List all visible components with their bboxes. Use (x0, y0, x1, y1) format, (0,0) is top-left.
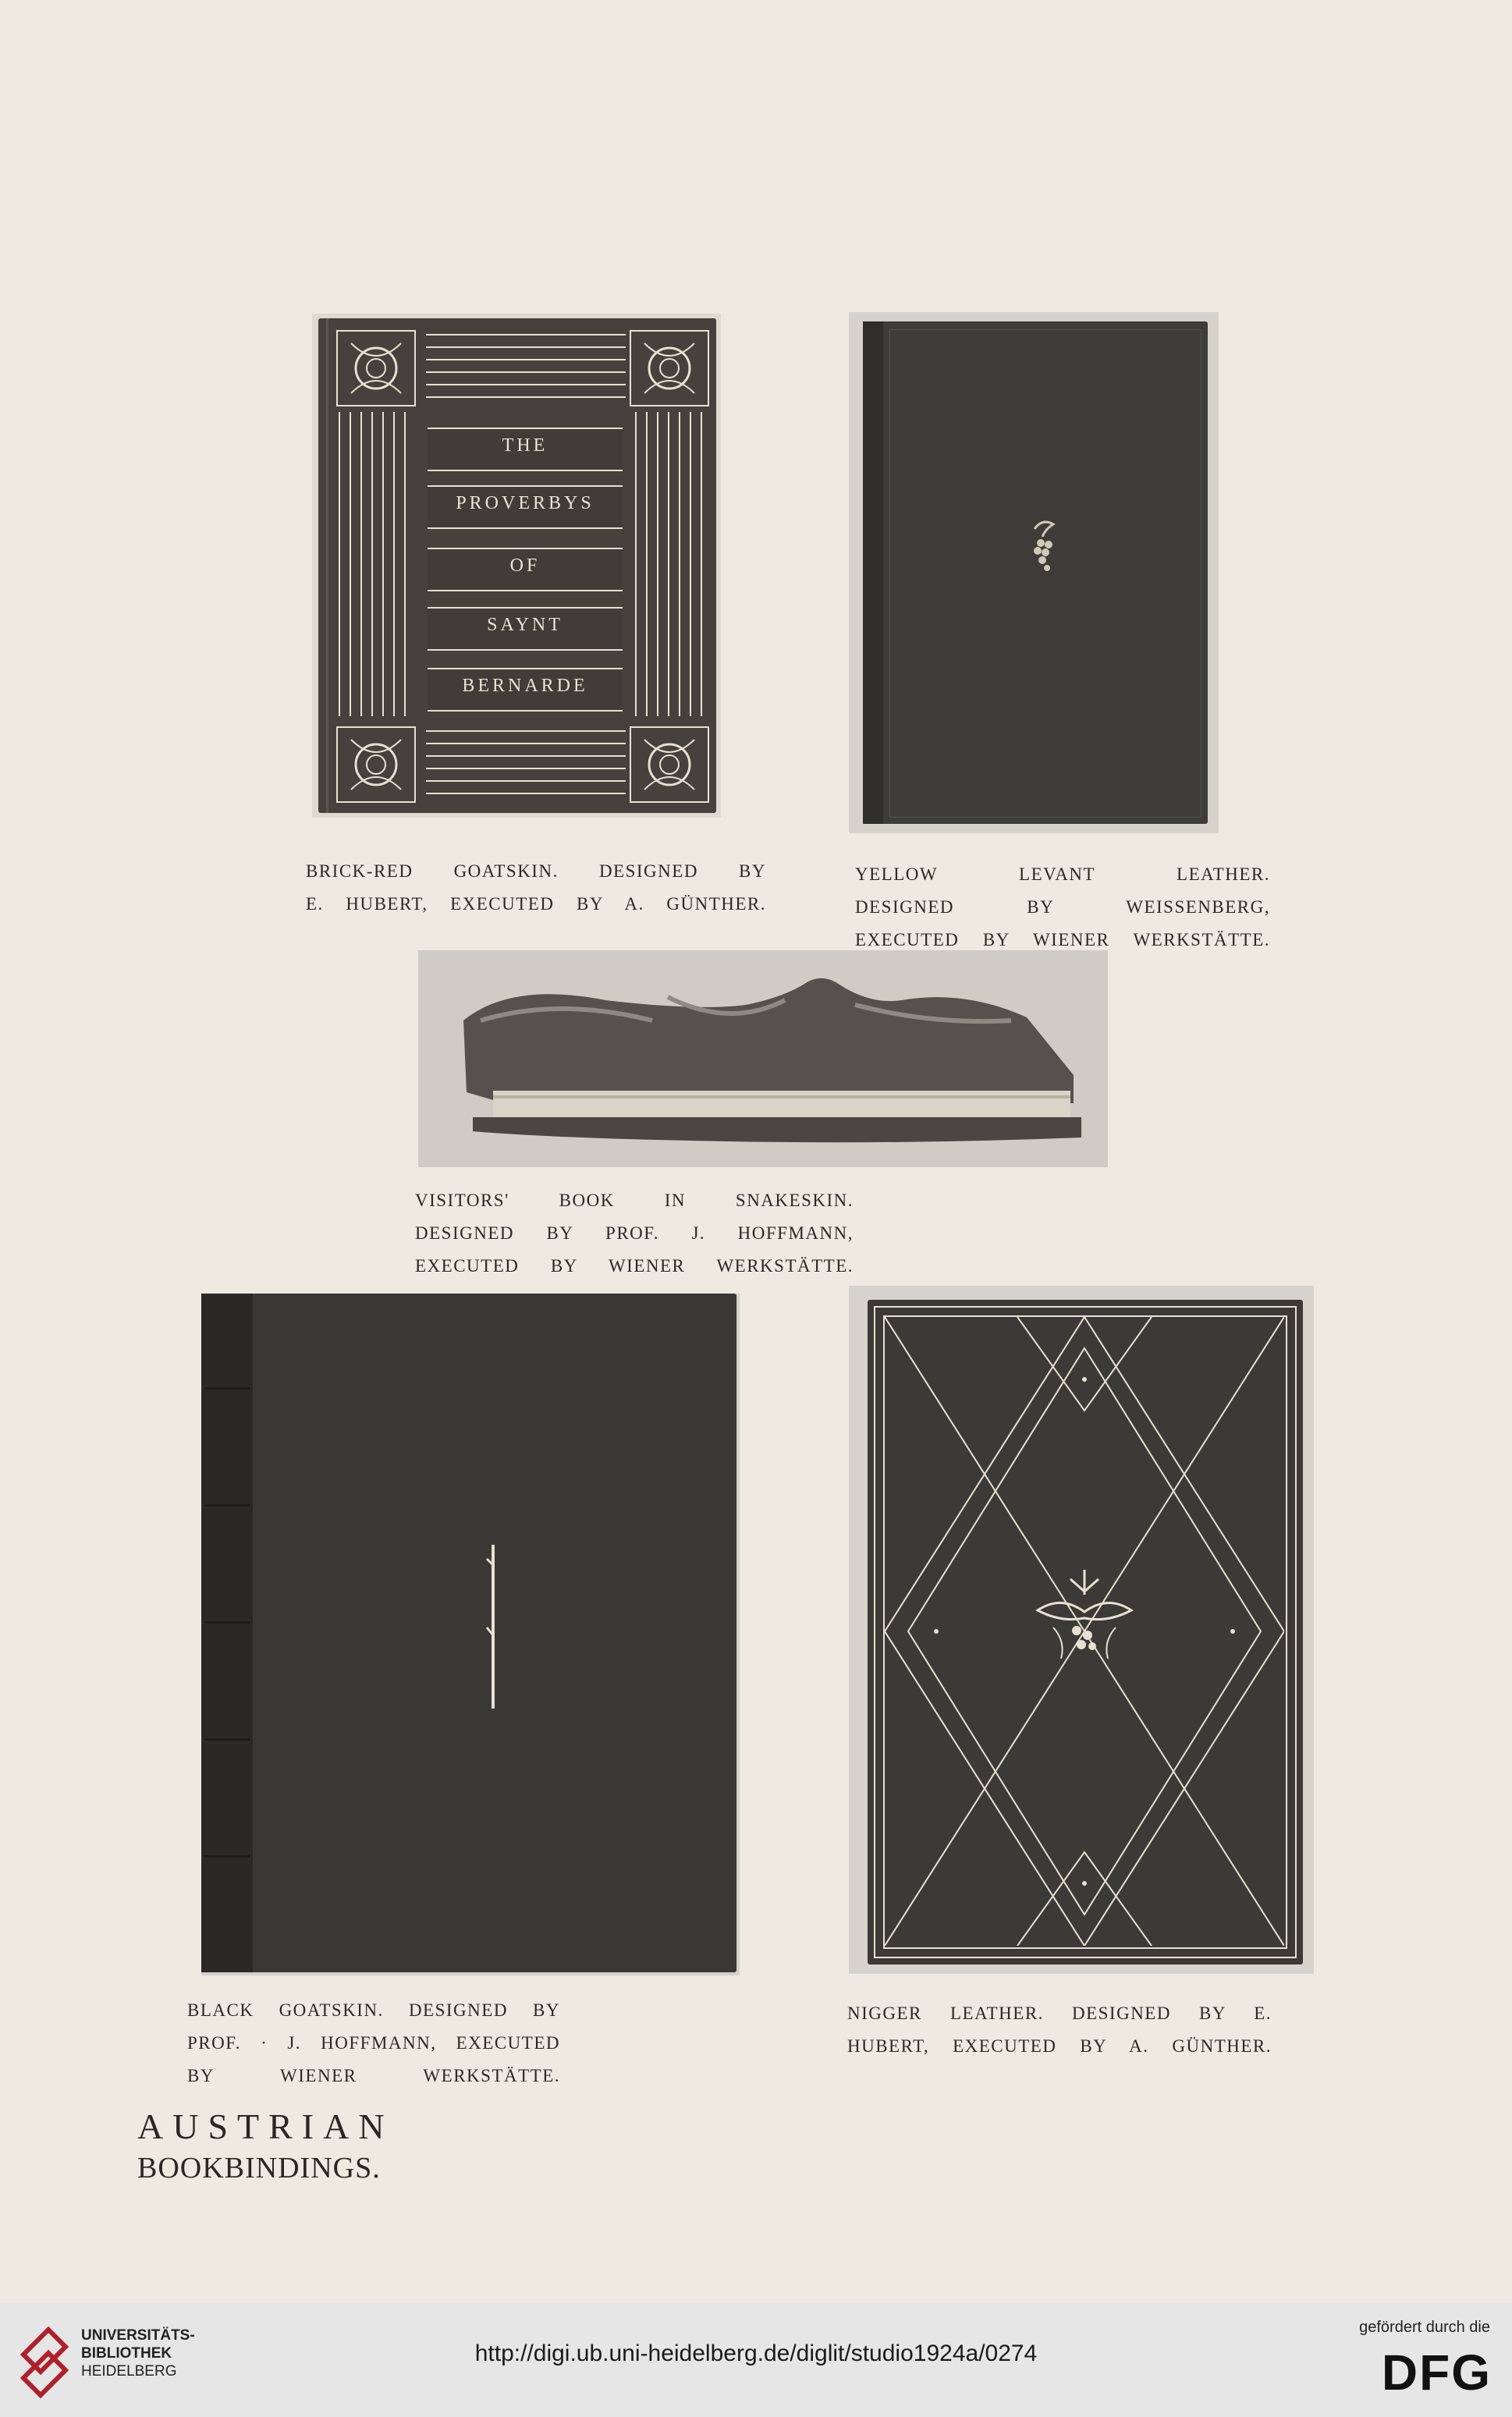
book-yellow-levant-cover (863, 321, 1208, 824)
heading-line-1: AUSTRIAN (137, 2106, 394, 2146)
caption-yellow-levant: YELLOW LEVANT LEATHER. DESIGNED BY WEISSENBERG, EXECUTED BY WIENER WERKSTÄTTE. (855, 864, 1270, 949)
caption-black-goatskin: BLACK GOATSKIN. DESIGNED BY PROF. · J. HOFFMANN, EXECUTED BY WIENER WERKSTÄTTE. (187, 2000, 560, 2085)
grape-emblem-icon (1019, 516, 1066, 587)
snakeskin-book (418, 950, 1108, 1167)
corner-ornament-top-right (629, 329, 710, 407)
cover-title-line: SAYNT (487, 615, 563, 635)
funder-label: gefördert durch die (1359, 2319, 1490, 2336)
plate-yellow-levant (849, 312, 1219, 833)
floral-emblem-icon (1022, 1563, 1147, 1665)
corner-ornament-top-left (335, 329, 417, 407)
heading-line-2: BOOKBINDINGS. (137, 2152, 381, 2185)
cover-title-line: PROVERBYS (456, 493, 595, 513)
source-url-link[interactable]: http://digi.ub.uni-heidelberg.de/diglit/studio1924a/0274 (474, 2341, 1038, 2366)
stem-ornament-icon (484, 1542, 502, 1712)
dfg-logo: DFG (1381, 2344, 1492, 2401)
caption-visitors-book: VISITORS' BOOK IN SNAKESKIN. DESIGNED BY PROF. J. HOFFMANN, EXECUTED BY WIENER WERKSTÄTTE. (415, 1191, 854, 1276)
cover-title-line: THE (502, 435, 548, 456)
book-proverbys-cover (318, 318, 716, 813)
book-black-goatskin-cover (201, 1294, 736, 1972)
caption-nigger-leather: NIGGER LEATHER. DESIGNED BY E. HUBERT, EXECUTED BY A. GÜNTHER. (847, 2004, 1272, 2056)
page-heading (137, 2105, 394, 2188)
cover-title-line: BERNARDE (462, 676, 588, 696)
plate-black-goatskin (201, 1294, 740, 1975)
book-nigger-leather-cover (868, 1300, 1303, 1964)
corner-ornament-bottom-left (335, 726, 417, 804)
cover-title-line: OF (509, 555, 541, 576)
footer-bar (0, 2303, 1512, 2417)
plate-nigger-leather (849, 1286, 1314, 1974)
institution-name: UNIVERSITÄTS- BIBLIOTHEK HEIDELBERG (81, 2327, 195, 2380)
plate-proverbys (312, 314, 721, 818)
corner-ornament-bottom-right (629, 726, 710, 804)
plate-visitors-book (418, 950, 1108, 1167)
caption-proverbys: BRICK-RED GOATSKIN. DESIGNED BY E. HUBERT, EXECUTED BY A. GÜNTHER. (306, 861, 766, 914)
